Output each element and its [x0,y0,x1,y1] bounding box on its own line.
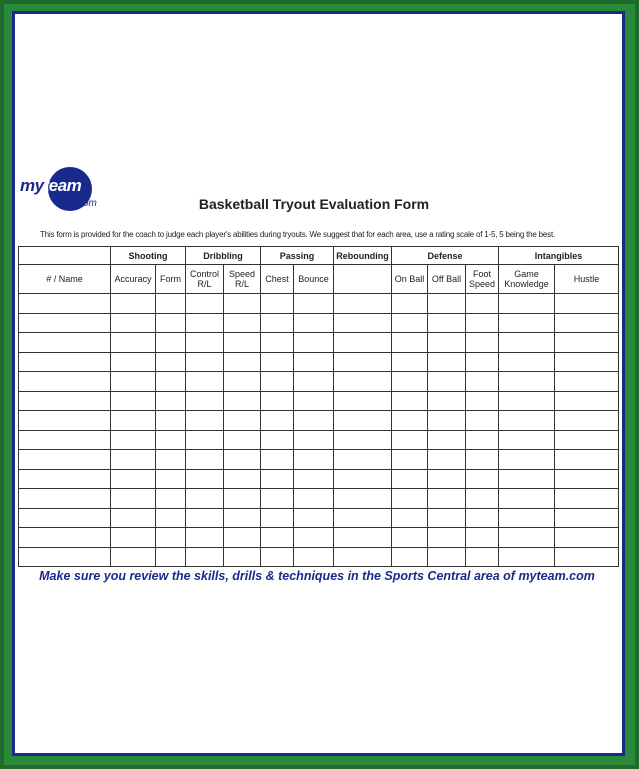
col-chest: Chest [261,265,294,294]
rating-cell[interactable] [111,489,156,509]
rating-cell[interactable] [294,450,334,470]
player-name-cell[interactable] [19,294,111,314]
rating-cell[interactable] [428,547,466,567]
table-row [19,547,619,567]
table-row [19,430,619,450]
player-name-cell[interactable] [19,372,111,392]
rating-cell[interactable] [111,294,156,314]
col-on-ball: On Ball [392,265,428,294]
rating-cell[interactable] [261,508,294,528]
rating-cell[interactable] [261,391,294,411]
group-passing: Passing [261,247,334,265]
rating-cell[interactable] [186,352,224,372]
rating-cell[interactable] [186,528,224,548]
player-name-cell[interactable] [19,333,111,353]
evaluation-table [18,246,619,567]
player-name-cell[interactable] [19,313,111,333]
rating-cell[interactable] [224,411,261,431]
rating-cell[interactable] [156,489,186,509]
table-row [19,391,619,411]
rating-cell[interactable] [392,411,428,431]
rating-cell[interactable] [186,294,224,314]
player-name-cell[interactable] [19,508,111,528]
group-shooting: Shooting [111,247,186,265]
rating-cell[interactable] [392,372,428,392]
rating-cell[interactable] [156,372,186,392]
player-name-cell[interactable] [19,469,111,489]
rating-cell[interactable] [261,372,294,392]
rating-cell[interactable] [555,333,619,353]
logo-text: myteam [20,176,82,195]
rating-cell[interactable] [555,508,619,528]
rating-cell[interactable] [428,489,466,509]
rating-cell[interactable] [334,469,392,489]
rating-cell[interactable] [156,547,186,567]
rating-cell[interactable] [294,333,334,353]
rating-cell[interactable] [294,411,334,431]
rating-cell[interactable] [294,469,334,489]
rating-cell[interactable] [186,489,224,509]
rating-cell[interactable] [392,489,428,509]
rating-cell[interactable] [156,508,186,528]
rating-cell[interactable] [156,430,186,450]
blank-header-cell [19,247,111,265]
col-name: # / Name [19,265,111,294]
page-title: Basketball Tryout Evaluation Form [198,196,430,212]
rating-cell[interactable] [466,411,499,431]
rating-cell[interactable] [261,528,294,548]
rating-cell[interactable] [555,372,619,392]
rating-cell[interactable] [156,391,186,411]
column-header-row [19,265,619,294]
rating-cell[interactable] [392,547,428,567]
rating-cell[interactable] [392,333,428,353]
rating-cell[interactable] [156,333,186,353]
rating-cell[interactable] [334,547,392,567]
rating-cell[interactable] [224,469,261,489]
rating-cell[interactable] [428,391,466,411]
rating-cell[interactable] [499,294,555,314]
rating-cell[interactable] [261,313,294,333]
rating-cell[interactable] [392,528,428,548]
col-speed: Speed R/L [224,265,261,294]
rating-cell[interactable] [224,430,261,450]
rating-cell[interactable] [111,508,156,528]
col-form: Form [156,265,186,294]
rating-cell[interactable] [555,489,619,509]
rating-cell[interactable] [466,313,499,333]
rating-cell[interactable] [334,294,392,314]
rating-cell[interactable] [499,372,555,392]
rating-cell[interactable] [334,391,392,411]
rating-cell[interactable] [224,333,261,353]
rating-cell[interactable] [156,313,186,333]
rating-cell[interactable] [294,352,334,372]
rating-cell[interactable] [334,489,392,509]
group-defense: Defense [392,247,499,265]
rating-cell[interactable] [111,430,156,450]
rating-cell[interactable] [428,352,466,372]
rating-cell[interactable] [499,430,555,450]
rating-cell[interactable] [334,430,392,450]
rating-cell[interactable] [334,313,392,333]
rating-cell[interactable] [466,469,499,489]
group-dribbling: Dribbling [186,247,261,265]
rating-cell[interactable] [294,313,334,333]
rating-cell[interactable] [428,469,466,489]
rating-cell[interactable] [186,372,224,392]
rating-cell[interactable] [555,352,619,372]
rating-cell[interactable] [224,450,261,470]
rating-cell[interactable] [499,547,555,567]
rating-cell[interactable] [392,294,428,314]
rating-cell[interactable] [186,450,224,470]
rating-cell[interactable] [111,547,156,567]
rating-cell[interactable] [466,508,499,528]
player-name-cell[interactable] [19,450,111,470]
rating-cell[interactable] [186,430,224,450]
rating-cell[interactable] [555,450,619,470]
rating-cell[interactable] [499,489,555,509]
rating-cell[interactable] [334,372,392,392]
rating-cell[interactable] [466,333,499,353]
col-game-knowledge: Game Knowledge [499,265,555,294]
rating-cell[interactable] [156,450,186,470]
player-name-cell[interactable] [19,411,111,431]
rating-cell[interactable] [261,469,294,489]
table-row [19,313,619,333]
rating-cell[interactable] [294,528,334,548]
rating-cell[interactable] [156,352,186,372]
table-row [19,528,619,548]
rating-cell[interactable] [555,294,619,314]
rating-cell[interactable] [156,294,186,314]
rating-cell[interactable] [261,430,294,450]
rating-cell[interactable] [224,508,261,528]
rating-cell[interactable] [111,313,156,333]
col-rebounding [334,265,392,294]
rating-cell[interactable] [392,313,428,333]
rating-cell[interactable] [428,430,466,450]
rating-cell[interactable] [294,294,334,314]
logo-com: com [78,198,97,209]
rating-cell[interactable] [499,333,555,353]
rating-cell[interactable] [334,508,392,528]
rating-cell[interactable] [392,391,428,411]
rating-cell[interactable] [224,313,261,333]
table-row [19,411,619,431]
rating-cell[interactable] [499,469,555,489]
table-row [19,508,619,528]
rating-cell[interactable] [499,352,555,372]
player-name-cell[interactable] [19,430,111,450]
col-foot-speed: Foot Speed [466,265,499,294]
col-bounce: Bounce [294,265,334,294]
group-intangibles: Intangibles [499,247,619,265]
rating-cell[interactable] [261,352,294,372]
rating-cell[interactable] [294,547,334,567]
rating-cell[interactable] [334,411,392,431]
col-hustle: Hustle [555,265,619,294]
rating-cell[interactable] [428,372,466,392]
rating-cell[interactable] [555,547,619,567]
rating-cell[interactable] [466,352,499,372]
table-row [19,469,619,489]
rating-cell[interactable] [428,528,466,548]
rating-cell[interactable] [466,430,499,450]
rating-cell[interactable] [261,489,294,509]
rating-cell[interactable] [111,469,156,489]
rating-cell[interactable] [261,333,294,353]
rating-cell[interactable] [499,508,555,528]
rating-cell[interactable] [261,450,294,470]
rating-cell[interactable] [186,469,224,489]
rating-cell[interactable] [294,508,334,528]
rating-cell[interactable] [294,391,334,411]
table-row [19,489,619,509]
rating-cell[interactable] [224,489,261,509]
rating-cell[interactable] [428,411,466,431]
rating-cell[interactable] [334,352,392,372]
player-name-cell[interactable] [19,489,111,509]
rating-cell[interactable] [466,489,499,509]
rating-cell[interactable] [466,450,499,470]
rating-cell[interactable] [294,372,334,392]
col-control: Control R/L [186,265,224,294]
rating-cell[interactable] [294,489,334,509]
rating-cell[interactable] [294,430,334,450]
rating-cell[interactable] [111,333,156,353]
rating-cell[interactable] [111,352,156,372]
rating-cell[interactable] [555,528,619,548]
rating-cell[interactable] [499,528,555,548]
rating-cell[interactable] [334,333,392,353]
rating-cell[interactable] [428,313,466,333]
rating-cell[interactable] [224,391,261,411]
rating-cell[interactable] [334,528,392,548]
rating-cell[interactable] [555,430,619,450]
rating-cell[interactable] [392,469,428,489]
rating-cell[interactable] [224,352,261,372]
rating-cell[interactable] [428,333,466,353]
rating-cell[interactable] [392,430,428,450]
rating-cell[interactable] [156,528,186,548]
rating-cell[interactable] [186,508,224,528]
rating-cell[interactable] [499,450,555,470]
table-row [19,372,619,392]
rating-cell[interactable] [111,372,156,392]
col-off-ball: Off Ball [428,265,466,294]
group-rebounding: Rebounding [334,247,392,265]
rating-cell[interactable] [466,294,499,314]
rating-cell[interactable] [466,547,499,567]
rating-cell[interactable] [392,508,428,528]
rating-cell[interactable] [555,313,619,333]
rating-cell[interactable] [392,352,428,372]
rating-cell[interactable] [555,469,619,489]
table-row [19,352,619,372]
rating-cell[interactable] [466,528,499,548]
table-row [19,333,619,353]
rating-cell[interactable] [499,313,555,333]
rating-cell[interactable] [111,528,156,548]
rating-cell[interactable] [428,508,466,528]
footer-note: Make sure you review the skills, drills & techniques in the Sports Central area of myteam.com [39,569,595,583]
rating-cell[interactable] [224,372,261,392]
rating-cell[interactable] [555,411,619,431]
rating-cell[interactable] [111,391,156,411]
rating-cell[interactable] [261,294,294,314]
rating-cell[interactable] [186,313,224,333]
player-name-cell[interactable] [19,528,111,548]
rating-cell[interactable] [186,547,224,567]
rating-cell[interactable] [186,333,224,353]
rating-cell[interactable] [156,469,186,489]
player-name-cell[interactable] [19,352,111,372]
col-accuracy: Accuracy [111,265,156,294]
form-description: This form is provided for the coach to judge each player's abilities during tryouts. We suggest that for each area, use a rating scale of 1-5, 5 being the best. [40,230,556,239]
rating-cell[interactable] [466,372,499,392]
rating-cell[interactable] [224,547,261,567]
rating-cell[interactable] [428,450,466,470]
rating-cell[interactable] [186,391,224,411]
rating-cell[interactable] [499,391,555,411]
rating-cell[interactable] [466,391,499,411]
rating-cell[interactable] [555,391,619,411]
rating-cell[interactable] [261,411,294,431]
rating-cell[interactable] [334,450,392,470]
player-name-cell[interactable] [19,391,111,411]
player-name-cell[interactable] [19,547,111,567]
rating-cell[interactable] [224,294,261,314]
rating-cell[interactable] [111,411,156,431]
rating-cell[interactable] [428,294,466,314]
rating-cell[interactable] [186,411,224,431]
rating-cell[interactable] [499,411,555,431]
rating-cell[interactable] [224,528,261,548]
rating-cell[interactable] [111,450,156,470]
rating-cell[interactable] [156,411,186,431]
table-row [19,294,619,314]
group-header-row [19,247,619,265]
rating-cell[interactable] [261,547,294,567]
rating-cell[interactable] [392,450,428,470]
table-row [19,450,619,470]
